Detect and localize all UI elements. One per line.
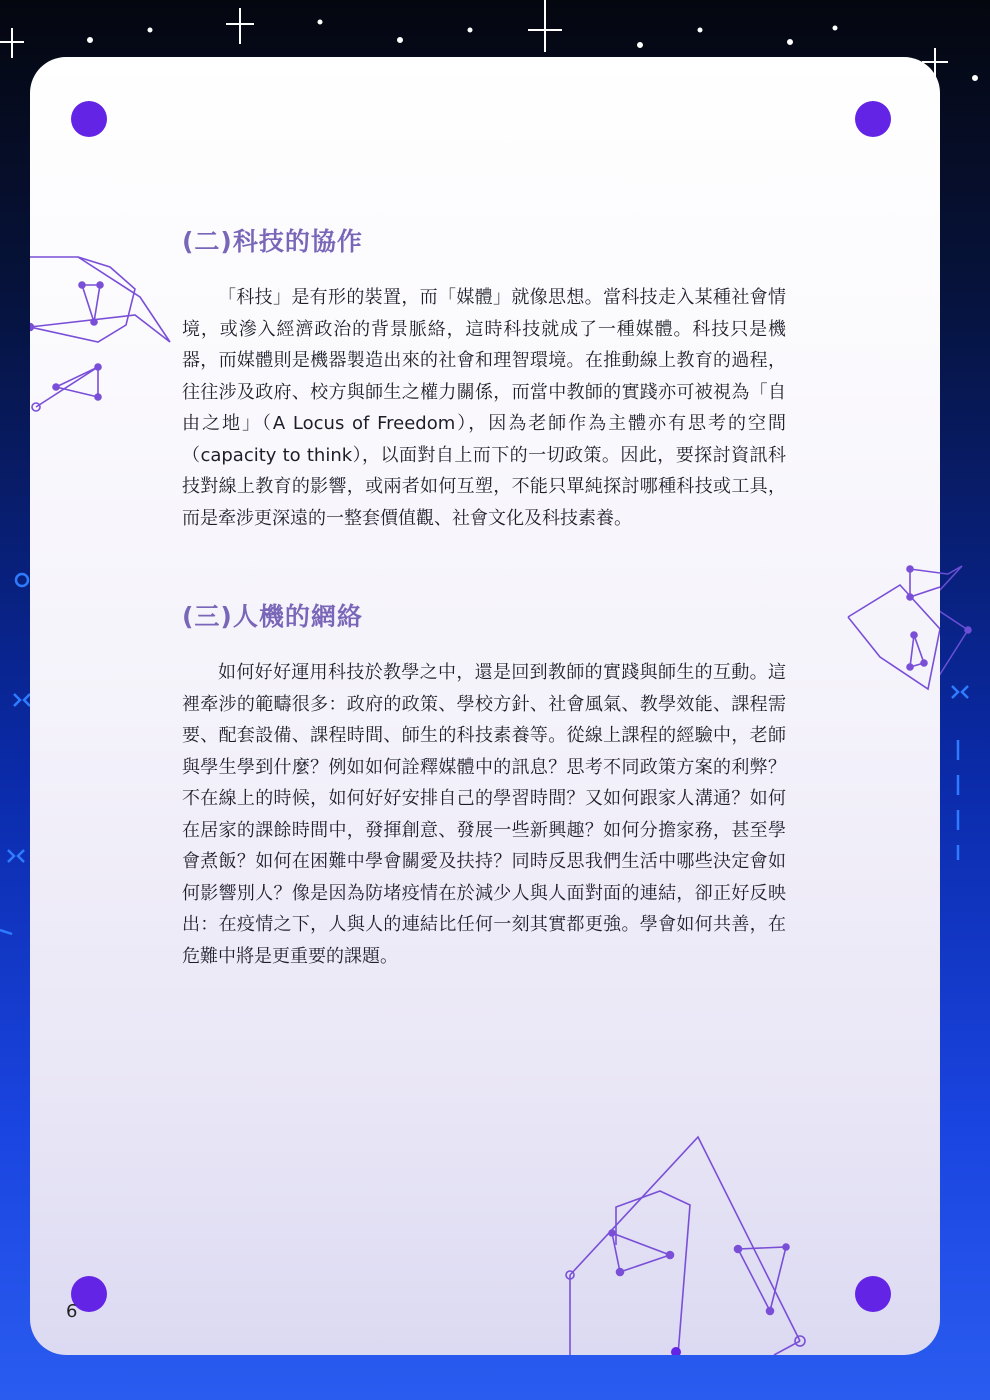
corner-dot-top-right [855,101,891,137]
constellation-icon [848,566,940,689]
section-paragraph-human-machine-network: 如何好好運用科技於教學之中，還是回到教師的實踐與師生的互動。這裡牽涉的範疇很多：政府的政策、學校方針、社會風氣、教學效能、課程需要、配套設備、課程時間、師生的科技素養等。從線上課程的經驗中，老師與學生學到什麼？例如如何詮釋媒體中的訊息？思考不同政策方案的利弊？不在線上的時候，如何好好安排自己的學習時間？又如何跟家人溝通？如何在居家的課餘時間中，發揮創意、發展一些新興趣？如何分擔家務，甚至學會煮飯？如何在困難中學會關愛及扶持？同時反思我們生活中哪些決定會如何影響別人？像是因為防堵疫情在於減少人與人面對面的連結，卻正好反映出：在疫情之下，人與人的連結比任何一刻其實都更強。學會如何共善，在危難中將是更重要的課題。 [182,662,786,967]
page-number: 6 [66,1301,78,1322]
constellation-icon [30,257,170,411]
page-card [30,57,940,1355]
constellation-icon [566,1137,805,1355]
section-title-collaboration: (二)科技的協作 [182,227,363,256]
corner-dot-bottom-right [855,1276,891,1312]
section-title-human-machine-network: (三)人機的網絡 [182,602,363,631]
corner-dot-top-left [71,101,107,137]
section-paragraph-collaboration: 「科技」是有形的裝置，而「媒體」就像思想。當科技走入某種社會情境，或滲入經濟政治的背景脈絡，這時科技就成了一種媒體。科技只是機器，而媒體則是機器製造出來的社會和理智環境。在推動線上教育的過程，往往涉及政府、校方與師生之權力關係，而當中教師的實踐亦可被視為「自由之地」（A Locus of Freedom），因為老師作為主體亦有思考的空間（capacity to think），以面對自上而下的一切政策。因此，要探討資訊科技對線上教育的影響，或兩者如何互塑，不能只單純探討哪種科技或工具，而是牽涉更深遠的一整套價值觀、社會文化及科技素養。 [182,287,786,529]
